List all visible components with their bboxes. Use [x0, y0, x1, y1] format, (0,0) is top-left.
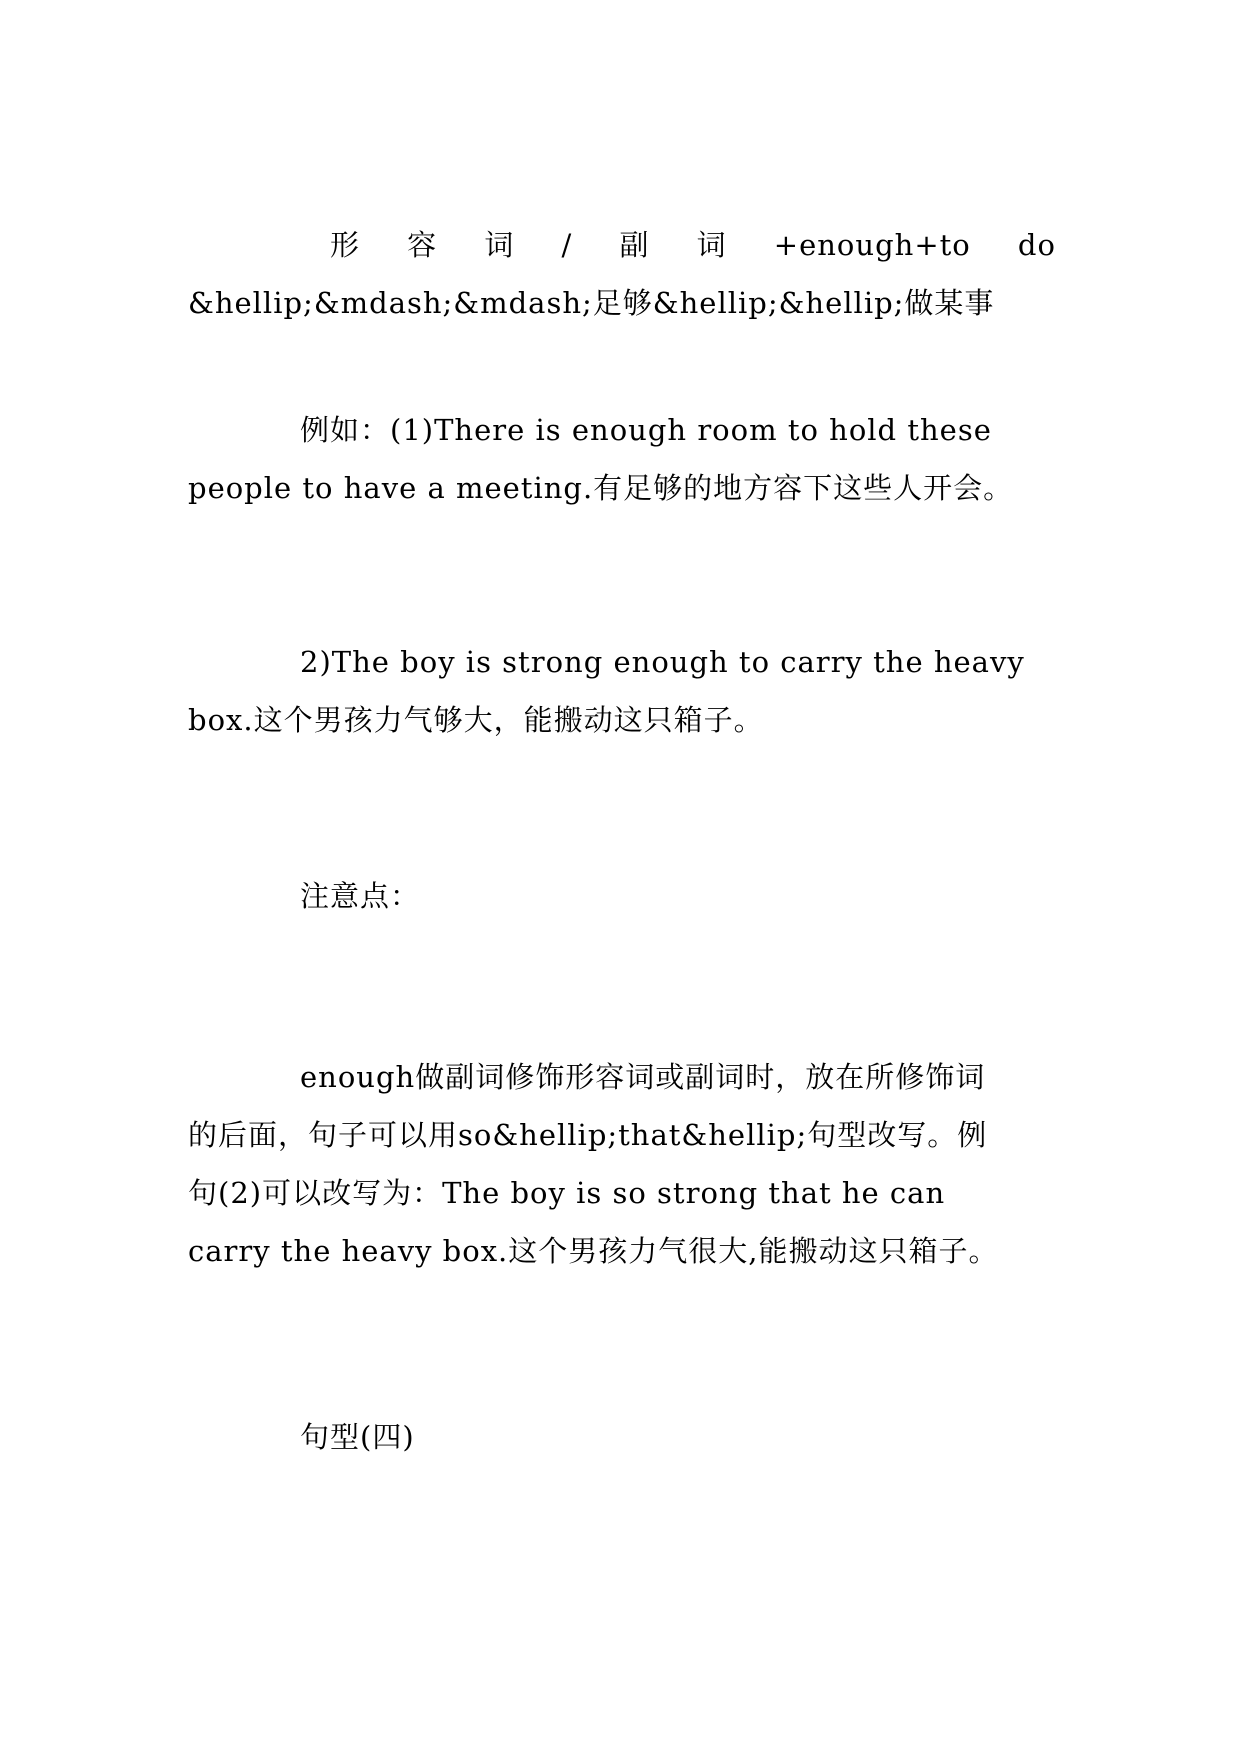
pattern-4-heading: 句型(四) — [300, 1420, 415, 1454]
pattern-word: 词 — [696, 228, 727, 262]
paragraph-note-heading — [188, 867, 1056, 925]
paragraph-pattern-4-heading — [188, 1408, 1056, 1466]
pattern-word: 词 — [484, 228, 515, 262]
pattern-word: do — [1017, 228, 1056, 262]
paragraph-note-body — [188, 1048, 1056, 1280]
pattern-word: 容 — [407, 228, 438, 262]
example-2-line-1: 2)The boy is strong enough to carry the heavy — [300, 645, 1025, 679]
example-1-line-1: 例如：(1)There is enough room to hold these — [300, 413, 992, 447]
pattern-word: / — [561, 228, 573, 262]
pattern-line-2: &hellip;&mdash;&mdash;足够&hellip;&hellip;做某事 — [188, 286, 995, 320]
paragraph-pattern-definition — [188, 216, 1056, 332]
example-2-line-2: box.这个男孩力气够大，能搬动这只箱子。 — [188, 703, 764, 737]
paragraph-example-2 — [188, 633, 1056, 749]
note-line-4: carry the heavy box.这个男孩力气很大,能搬动这只箱子。 — [188, 1234, 999, 1268]
pattern-word: 形 — [330, 228, 361, 262]
note-heading: 注意点： — [300, 879, 421, 913]
example-1-line-2: people to have a meeting.有足够的地方容下这些人开会。 — [188, 471, 1014, 505]
paragraph-example-1 — [188, 401, 1056, 517]
pattern-word: +enough+to — [773, 228, 971, 262]
note-line-1: enough做副词修饰形容词或副词时，放在所修饰词 — [300, 1060, 986, 1094]
pattern-line-1 — [188, 216, 1056, 274]
pattern-word: 副 — [619, 228, 650, 262]
note-line-3: 句(2)可以改写为：The boy is so strong that he can — [188, 1176, 946, 1210]
note-line-2: 的后面，句子可以用so&hellip;that&hellip;句型改写。例 — [188, 1118, 988, 1152]
